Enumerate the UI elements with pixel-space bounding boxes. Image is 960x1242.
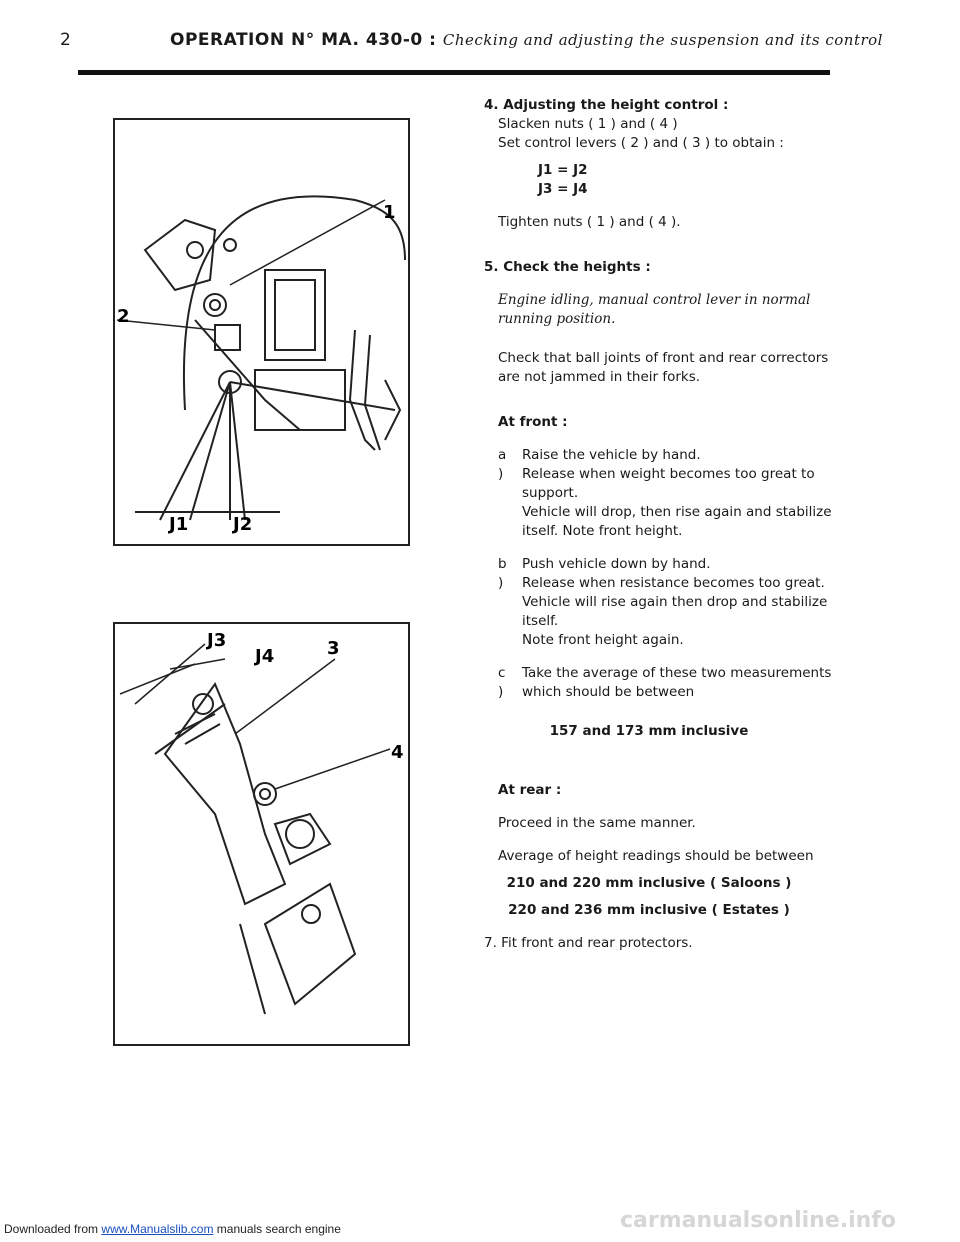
callout-j3: J3 (207, 630, 227, 651)
figure-height-control-front (113, 118, 410, 546)
page-number: 2 (60, 30, 71, 50)
list-item (484, 664, 844, 702)
callout-1: 1 (383, 202, 396, 223)
front-corrector-drawing (115, 120, 408, 544)
watermark: carmanualsonline.info (620, 1208, 896, 1233)
at-front-heading: At front : (498, 414, 568, 430)
callout-4: 4 (391, 742, 404, 763)
footer-prefix: Downloaded from (4, 1222, 99, 1236)
manualslib-link[interactable]: www.Manualslib.com (101, 1222, 214, 1236)
download-footer (4, 1222, 341, 1236)
section-7: 7. Fit front and rear protectors. (484, 935, 693, 951)
item-label: c ) (498, 665, 506, 700)
item-line: Release when resistance becomes too great. Vehicle will rise again then drop and stabilize itself. (522, 575, 828, 629)
callout-j4: J4 (255, 646, 275, 667)
rear-line1: Proceed in the same manner. (498, 815, 696, 831)
section-5-check-text: Check that ball joints of front and rear correctors are not jammed in their forks. (498, 350, 829, 385)
rear-corrector-drawing (115, 624, 408, 1044)
item-line: Raise the vehicle by hand. (522, 447, 701, 463)
callout-j2: J2 (233, 514, 253, 535)
page-title (170, 30, 883, 50)
section-4-line3: Tighten nuts ( 1 ) and ( 4 ). (498, 214, 681, 230)
figure-height-control-rear (113, 622, 410, 1046)
section-5-italic-note: Engine idling, manual control lever in normal running position. (498, 292, 811, 327)
callout-j1: J1 (169, 514, 189, 535)
instructions-column (484, 96, 844, 953)
header-rule (78, 70, 830, 75)
item-line: Take the average of these two measurements which should be between (522, 665, 832, 700)
item-line: Release when weight becomes too great to support. (522, 466, 815, 501)
section-4-line1: Slacken nuts ( 1 ) and ( 4 ) (498, 116, 678, 132)
rear-line2: Average of height readings should be between (498, 848, 814, 864)
section-5-heading: 5. Check the heights : (484, 259, 651, 275)
callout-2: 2 (117, 306, 130, 327)
section-4-heading: 4. Adjusting the height control : (484, 97, 729, 113)
section-4-line2: Set control levers ( 2 ) and ( 3 ) to obtain : (498, 135, 784, 151)
operation-number: OPERATION N° MA. 430-0 : (170, 30, 437, 50)
equation-j3-j4: J3 = J4 (538, 181, 588, 197)
page-subtitle: Checking and adjusting the suspension and its control (442, 31, 883, 49)
rear-height-estates: 220 and 236 mm inclusive ( Estates ) (508, 902, 790, 918)
at-rear-heading: At rear : (498, 782, 562, 798)
item-label: b ) (498, 556, 507, 591)
front-height-range: 157 and 173 mm inclusive (549, 723, 749, 739)
callout-3: 3 (327, 638, 340, 659)
list-item (484, 446, 844, 541)
list-item (484, 555, 844, 650)
item-line: Note front height again. (522, 632, 684, 648)
item-label: a ) (498, 447, 507, 482)
footer-suffix: manuals search engine (216, 1222, 341, 1236)
item-line: Vehicle will drop, then rise again and stabilize itself. Note front height. (522, 504, 832, 539)
equation-j1-j2: J1 = J2 (538, 162, 588, 178)
item-line: Push vehicle down by hand. (522, 556, 711, 572)
rear-height-saloons: 210 and 220 mm inclusive ( Saloons ) (506, 875, 792, 891)
